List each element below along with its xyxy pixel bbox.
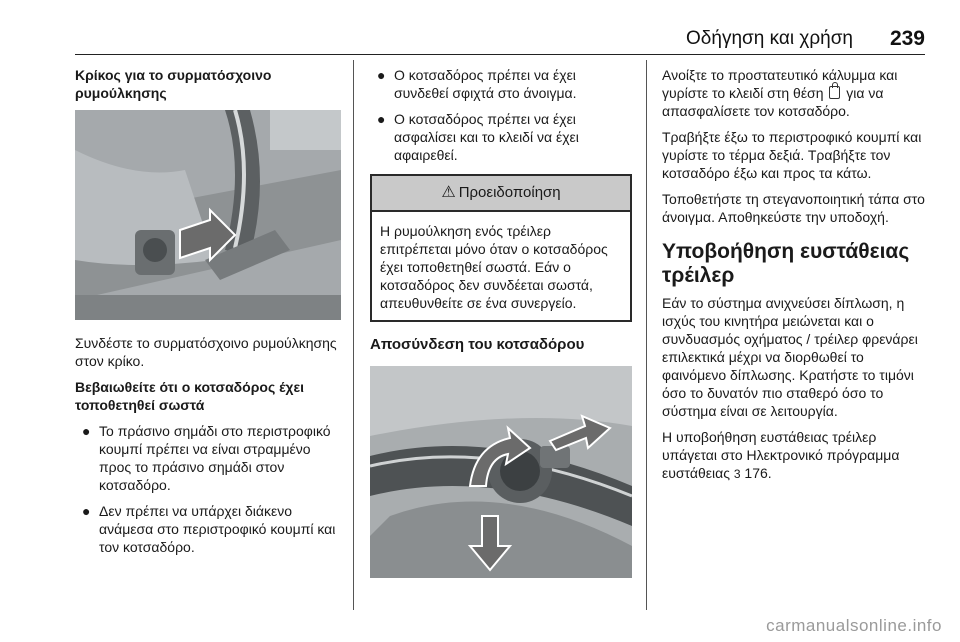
tow-eye-illustration [75, 110, 341, 320]
column-1 [75, 66, 341, 564]
check-list [75, 422, 341, 556]
para-trailer-stability-esc [662, 428, 928, 483]
list-item [75, 502, 341, 556]
page-header [75, 24, 925, 55]
page-reference-link[interactable]: 176. [744, 465, 772, 481]
para-open-cover [662, 66, 928, 120]
page-reference-arrow-icon: 3 [733, 467, 741, 481]
para-open-cover-text-b: για να απασφαλίσετε τον κοτσαδόρο. [662, 85, 884, 119]
para-pull-knob: Τραβήξτε έξω το περιστροφικό κουμπί και γυρίστε το τέρμα δεξιά. Τραβήξτε τον κοτσαδόρο έξω και προς τα κάτω. [662, 129, 922, 181]
list-item [370, 110, 632, 164]
check-heading: Βεβαιωθείτε ότι ο κοτσαδόρος έχει τοποθετηθεί σωστά [75, 379, 305, 413]
page-header-title: Οδήγηση και χρήση [686, 28, 853, 49]
section-title-trailer-stability: Υποβοήθηση ευστάθειας τρέιλερ [662, 240, 910, 287]
bullet-dot-icon: ● [377, 111, 386, 127]
warning-text: Η ρυμούλκηση ενός τρέιλερ επιτρέπεται μόνο όταν ο κοτσαδόρος έχει τοποθετηθεί σωστά. Εάν ο κοτσαδόρος δεν συνδέεται σωστά, απευθυνθείτε σε ένα συνεργείο. [380, 223, 608, 311]
list-item-text: Το πράσινο σημάδι στο περιστροφικό κουμπί πρέπει να είναι στραμμένο προς το πράσινο σημάδι στον κοτσαδόρο. [99, 423, 331, 493]
requirements-list [370, 66, 632, 164]
bullet-dot-icon: ● [82, 423, 91, 439]
para-sealing-plug: Τοποθετήστε τη στεγανοποιητική τάπα στο άνοιγμα. Αποθηκεύστε την υποδοχή. [662, 191, 925, 225]
unlock-position-icon [829, 86, 840, 99]
list-item [370, 66, 632, 102]
list-item [75, 422, 341, 494]
detach-photo [370, 366, 632, 578]
column-divider-2 [646, 60, 647, 610]
bullet-dot-icon: ● [82, 503, 91, 519]
section-heading-detach: Αποσύνδεση του κοτσαδόρου [370, 336, 585, 353]
detach-illustration [370, 366, 632, 578]
list-item-text: Ο κοτσαδόρος πρέπει να έχει ασφαλίσει και το κλειδί να έχει αφαιρεθεί. [394, 111, 579, 163]
list-item-text: Δεν πρέπει να υπάρχει διάκενο ανάμεσα στο περιστροφικό κουμπί και τον κοτσαδόρο. [99, 503, 336, 555]
para-connect-rope: Συνδέστε το συρματόσχοινο ρυμούλκησης στον κρίκο. [75, 335, 337, 369]
column-2 [370, 66, 632, 578]
bullet-dot-icon: ● [377, 67, 386, 83]
tow-eye-photo [75, 110, 341, 320]
para-esc-text: Η υποβοήθηση ευστάθειας τρέιλερ υπάγεται στο Ηλεκτρονικό πρόγραμμα ευστάθειας [662, 429, 900, 481]
column-3 [662, 66, 928, 491]
column-divider-1 [353, 60, 354, 610]
page-number: 239 [889, 27, 925, 50]
section-heading-tow-eye: Κρίκος για το συρματόσχοινο ρυμούλκησης [75, 67, 272, 101]
para-trailer-stability: Εάν το σύστημα ανιχνεύσει δίπλωση, η ισχύς του κινητήρα μειώνεται και ο συνδυασμός οχήματος / τρέιλερ φρενάρει επιλεκτικά μέχρι να διορθωθεί το φαινόμενο δίπλωσης. Κρατήστε το τιμόνι όσο το δυνατόν πιο σταθερό όσο το σύστημα είναι σε λειτουργία. [662, 295, 918, 419]
warning-triangle-icon: ⚠ [441, 184, 456, 201]
warning-title: Προειδοποίηση [458, 184, 561, 201]
para-open-cover-text-a: Ανοίξτε το προστατευτικό κάλυμμα και γυρίστε το κλειδί στη θέση [662, 67, 898, 101]
site-watermark: carmanualsonline.info [766, 616, 942, 635]
warning-box [370, 174, 632, 322]
warning-header [372, 176, 630, 212]
list-item-text: Ο κοτσαδόρος πρέπει να έχει συνδεθεί σφιχτά στο άνοιγμα. [394, 67, 577, 101]
